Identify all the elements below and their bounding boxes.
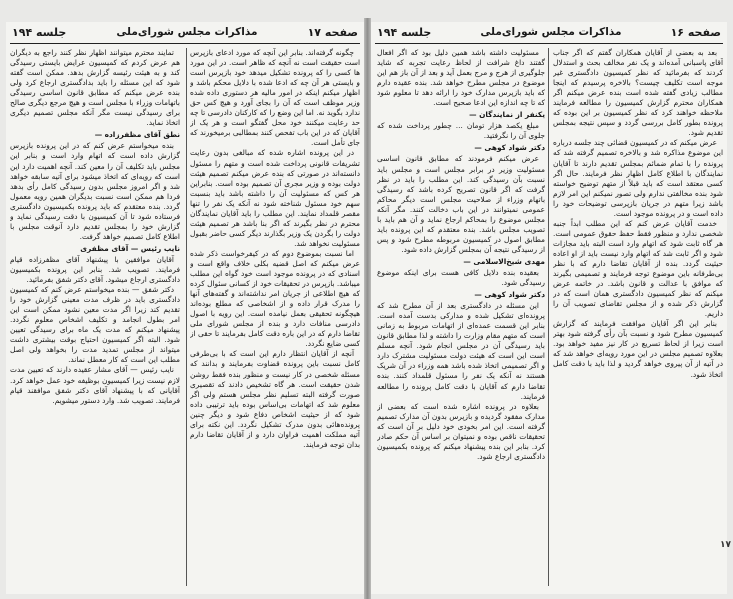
right-page xyxy=(371,22,727,594)
left-page-inner-column xyxy=(10,48,180,588)
right-session-label: جلسه ۱۹۴ xyxy=(377,25,432,39)
right-column-divider xyxy=(548,48,549,586)
left-session-label: جلسه ۱۹۴ xyxy=(12,25,67,39)
paragraph: مبلغ یکصد هزار تومان ... چطور پرداخت شده که جلوی آن را نگرفتید. xyxy=(377,121,545,141)
right-header-rule xyxy=(375,43,723,44)
right-page-header xyxy=(371,22,727,42)
paragraph: بنابر این اگر آقایان موافقت فرمایند که گزارش کمیسیون مطرح شود و نسبت بآن رأی گرفته شود بهتر است زیرا از لحاظ تسریع در کار نیز مفید خواهد بود. بعلاوه تصمیم مجلس در این مورد رویه‌ای خواهد شد که در آتیه از آن پیروی خواهد گردید و لذا باید با دقت کامل اتخاذ شود. xyxy=(553,319,723,379)
paragraph: در این پرونده اشاره شده که مبالغی بدون رعایت تشریفات قانونی پرداخت شده است و متهم را مسئول دانسته‌اند در صورتی که بنده عرض میکنم تصمیم هیئت دولت بوده و وزیر مجری آن تصمیم بوده است. بنابراین هر کس که مسئولیت آن را داشته باشد باید بنسبت سهم خود مسئول شناخته شود نه آنکه یک نفر را تنها مقصر قلمداد نمایند. این مطلب را باید آقایان نمایندگان محترم در نظر بگیرند که اگر بنا باشد هر تصمیم هیئت دولت را بگردن یک وزیر بگذارند دیگر کسی حاضر بقبول مسئولیت نخواهد شد. xyxy=(190,148,360,248)
speaker-heading: یکنفر از نمایندگان — xyxy=(469,110,545,120)
paragraph: تمایند محترم میتوانند اظهار نظر کنند راجع به دیگران هم عرض کردم که کمیسیون عرایض بایستی رسیدگی کند و به هیئت رئیسه گزارش بدهد. ممکن است گفته شود که این مسئله را باید بدادگستری ارجاع کرد ولی بنده عرض میکنم که مطابق قانون اساسی رسیدگی باتهامات وزراء با مجلس است و هیچ مرجع دیگری صالح برای رسیدگی نیست مگر آنکه مجلس تصمیم دیگری اتخاذ نماید. xyxy=(10,48,180,128)
left-header-rule xyxy=(10,43,360,44)
paragraph: بعقیده بنده دلایل کافی هست برای اینکه موضوع رسیدگی شود. xyxy=(377,267,545,288)
speaker-heading: مهدی شیخ‌الاسلامی — xyxy=(463,256,545,266)
paragraph: آقایان موافقین با پیشنهاد آقای مظفرزاده قیام فرمایند. تصویب شد. بنابر این پرونده بکمیسیون دادگستری ارجاع میشود. آقای دکتر شفق بفرمائید. xyxy=(10,254,180,285)
paragraph: بعد به بعضی از آقایان همکاران گفتم که اگر جناب آقای پاسبانی آمده‌اند و یک نفر مخالف بحث و استدلال کردند که بفرمائید که نظر کمیسیون دادگستری غیر موجه است تکلیف چیست؟ بالاخره پرسیدم که اینجا مطالب زیادی گفته شده است بنده عرض میکنم اگر همکاران محترم گزارش کمیسیون را مطالعه فرمایند ملاحظه خواهند کرد که نظر کمیسیون بر این بوده که پرونده بطور کامل بررسی گردد و سپس نتیجه بمجلس تقدیم شود. xyxy=(553,48,723,138)
speaker-heading: نایب رئیس — آقای مظفری xyxy=(80,243,180,253)
left-page-number: صفحه ۱۷ xyxy=(307,25,358,39)
paragraph: مسئولیت داشته باشد همین دلیل بود که اگر افعال گفتند داغ شرافت از لحاظ رعایت تجربه که شاید جلوگیری از هرج و مرج بعمل آید و بعد از آن باز هم این موضوع در مجلس مطرح خواهد شد. بنده عقیده دارم که باید بازپرس مدارک خود را ارائه دهد تا معلوم شود که تا چه اندازه این ادعا صحیح است. xyxy=(377,48,545,108)
left-page-outer-column xyxy=(190,48,360,588)
paragraph: عرض میکنم که در کمیسیون قضائی چند جلسه درباره این موضوع مذاکره شد و بالاخره تصمیم گرفته شد که پرونده را با تمام ضمائم بمجلس تقدیم دارند تا آقایان نمایندگان با اطلاع کامل اظهار نظر فرمایند. حال اگر کسی معتقد است که باید قبلاً از متهم توضیح خواسته شود بنده مخالفتی ندارم ولی تصور نمیکنم این امر لازم باشد زیرا متهم در جریان بازپرسی توضیحات خود را داده است و در پرونده موجود است. xyxy=(553,138,723,218)
left-page xyxy=(6,22,364,594)
paragraph: آنچه از آقایان انتظار دارم این است که با بی‌طرفی کامل نسبت باین پرونده قضاوت بفرمایند و بدانند که مسئله شخصی در کار نیست و منظور بنده فقط روشن شدن حقیقت است. هر گاه تشخیص دادند که تقصیری صورت گرفته البته تسلیم نظر مجلس هستم ولی اگر معلوم شد که اتهامات بی‌اساس بوده باید ترتیبی داده شود که از حیثیت اشخاص دفاع شود و دیگر چنین پرونده‌هائی بدون مدرک تشکیل نگردد. این نکته برای آتیه مملکت اهمیت فراوان دارد و از آقایان تقاضا دارم بدان توجه فرمایند. xyxy=(190,349,360,449)
right-page-number: صفحه ۱۶ xyxy=(670,25,721,39)
paragraph: این مسئله در دادگستری بعد از آن مطرح شد که پرونده‌ای تشکیل شده و مدارکی بدست آمده است. بنابر این قسمت عمده‌ای از اتهامات مربوط به زمانی است که متهم مقام وزارت را داشته و لذا مطابق قانون باید رسیدگی آن در مجلس انجام شود. آنچه مسلم است این است که هیئت دولت مسئولیت مشترک دارد و اگر تصمیمی اتخاذ شده باشد همه وزراء در آن شریک هستند نه آنکه یک نفر را مسئول قلمداد کنند. بنده تقاضا دارم که آقایان با دقت کامل پرونده را مطالعه فرمایند. xyxy=(377,301,545,401)
left-page-title: مذاکرات مجلس شورای‌ملی xyxy=(116,26,258,38)
paragraph: چگونه گرفته‌اند. بنابر این آنچه که مورد ادعای بازپرس است حقیقت است نه آنچه که ظاهر است. در این مورد ها کسی را که پرونده تشکیل میدهد خود بازپرس است و بایستی هر آن چه که ادعا شده با دلایل محکم باشد و اظهار میکنم اینکه در امور مالیه هر دستوری داده شده وزیر موظف است که آن را بجای آورد و هیچ کس حق ندارد بگوید نه. اما این وضع را که کارکنان دادرسی تا چه حد رعایت میکنند خود محل گفتگو است و هر یک از آقایان که در این باب تفحص کنند بمطالبی برمیخورند که جای تأمل است. xyxy=(190,48,360,148)
paragraph: عرض میکنم فرمودند که مطابق قانون اساسی مسئولیت وزیر در برابر مجلس است و مجلس باید نسبت بآن رسیدگی کند. این مطلب را باید در نظر گرفت که اگر قانون تصریح کرده باشد که رسیدگی باتهام وزراء از صلاحیت مجلس است دیگر محاکم عمومی نمیتوانند در این باب دخالت کنند. مگر آنکه مجلس موضوع را بمحاکم ارجاع نماید و آن هم باید با تصویب مجلس باشد. بنده معتقدم که این پرونده باید مطابق اصول در کمیسیون مربوطه مطرح شود و پس از رسیدگی نتیجه آن بمجلس گزارش داده شود. xyxy=(377,154,545,254)
paragraph: اما نسبت بموضوع دوم که در کیفرخواست ذکر شده عرض میکنم که اصل قضیه بکلی خلاف واقع است و اسنادی که در پرونده موجود است خود گواه این مطلب میباشد. بازپرس در تحقیقات خود از کسانی سئوال کرده که هیچ اطلاعی از جریان امر نداشته‌اند و گفته‌های آنها را مدرک قرار داده و از اشخاصی که مطلع بوده‌اند هیچگونه تحقیقی بعمل نیامده است. این رویه با اصول دادرسی منافات دارد و بنده از مجلس شورای ملی تقاضا دارم که در این باره دقت کامل بفرمایند تا حقی از کسی ضایع نگردد. xyxy=(190,248,360,349)
speaker-heading: دکتر شواد کوهی — xyxy=(474,143,545,153)
paragraph: بعلاوه در پرونده اشاره شده است که بعضی از مدارک مفقود گردیده و بازپرس بدون آن مدارک تصمیم گرفته است. این امر بخودی خود دلیل بر آن است که تحقیقات ناقص بوده و نمیتوان بر اساس آن حکم صادر کرد. بنابر این بنده پیشنهاد میکنم که پرونده بکمیسیون دادگستری ارجاع شود. xyxy=(377,401,545,461)
speaker-heading: دکتر شواد کوهی — xyxy=(474,290,545,300)
left-column-divider xyxy=(186,48,187,586)
paragraph: بنده میخواستم عرض کنم که در این پرونده بازپرس گزارش داده است که اتهام وارد است و بنابر این مجلس باید تکلیف آن را معین کند. آنچه اهمیت دارد این است که رویه‌ای که اتخاذ میشود برای آتیه سابقه خواهد شد و اگر امروز مجلس بدون رسیدگی کامل رأی بدهد فردا هم ممکن است نسبت بدیگران همین رویه معمول گردد. بنده معتقدم که باید پرونده بکمیسیون دادگستری فرستاده شود تا آن کمیسیون با دقت رسیدگی نماید و گزارش خود را بمجلس تقدیم دارد آنوقت مجلس با اطلاع کامل تصمیم خواهد گرفت. xyxy=(10,141,180,241)
paragraph: دکتر شفق — بنده میخواستم عرض کنم که کمیسیون دادگستری باید در ظرف مدت معینی گزارش خود را تقدیم کند زیرا اگر مدت معین نشود ممکن است این امر بطول انجامد و تکلیف اشخاص معلوم نگردد. پیشنهاد میکنم که مدت یک ماه برای رسیدگی تعیین شود. البته اگر کمیسیون احتیاج بوقت بیشتری داشت میتواند از مجلس تمدید مدت را بخواهد ولی اصل مطلب این است که کار معطل نماند. xyxy=(10,285,180,365)
margin-note: ۱۷ xyxy=(720,540,731,550)
speaker-heading: نطق آقای مظفرزاده — xyxy=(94,130,180,140)
book-gutter xyxy=(364,18,371,599)
right-page-title: مذاکرات مجلس شورای‌ملی xyxy=(480,26,622,38)
left-page-header xyxy=(6,22,364,42)
right-page-outer-column xyxy=(553,48,723,588)
paragraph: نایب رئیس — آقای مشار عقیده دارند که تعیین مدت لازم نیست زیرا کمیسیون بوظیفه خود عمل خواهد کرد. آقایانی که با پیشنهاد آقای دکتر شفق موافقند قیام فرمایند. تصویب شد. وارد دستور میشویم. xyxy=(10,365,180,405)
right-page-inner-column xyxy=(377,48,545,588)
paragraph: خدمت آقایان عرض کنم که این مطلب ابداً جنبه شخصی ندارد و منظور فقط حفظ حقوق عمومی است. هر گاه ثابت شود که اتهام وارد است البته باید مجازات شود و اگر ثابت شد که اتهام وارد نیست باید از او اعاده حیثیت گردد. بنده از آقایان تقاضا دارم که با نظر بی‌طرفانه باین موضوع توجه فرمایند و تصمیمی بگیرند که موافق با عدالت و قانون باشد. در خاتمه عرض میکنم که نظر کمیسیون دادگستری همان است که در گزارش ذکر شده و از مجلس تقاضای تصویب آن را داریم. xyxy=(553,218,723,319)
